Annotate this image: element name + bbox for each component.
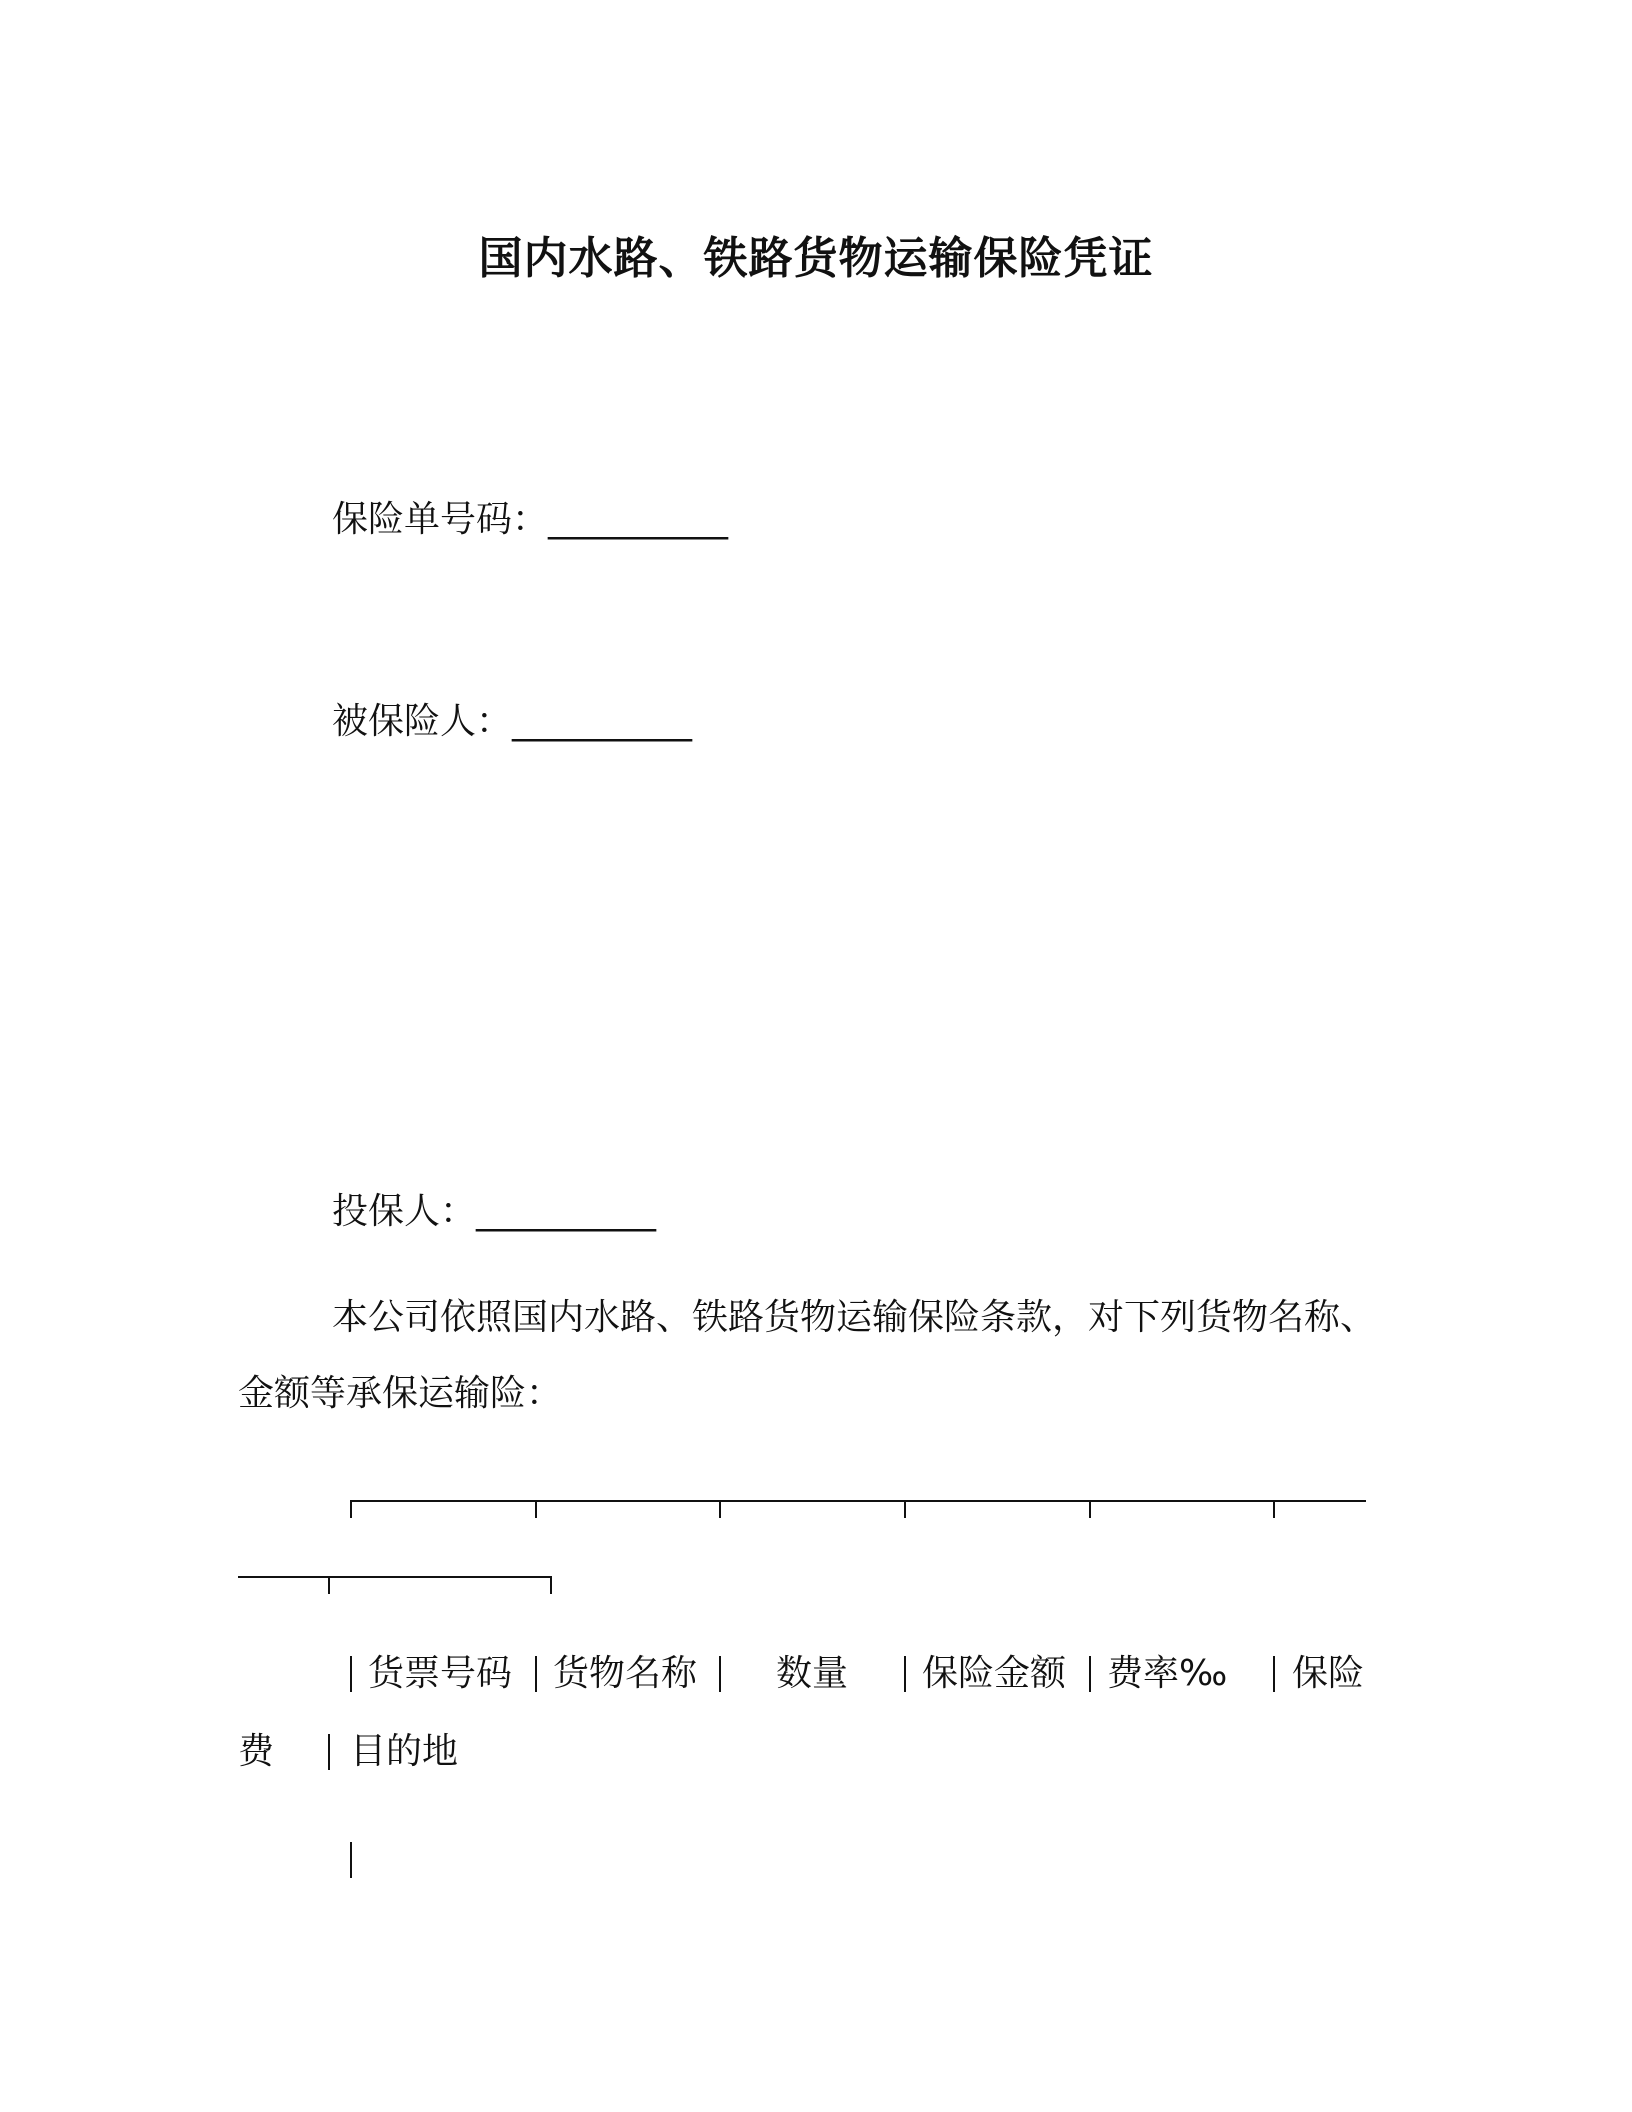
- table-separator: [535, 1656, 537, 1692]
- header-destination: 目的地: [350, 1731, 459, 1772]
- document-title: 国内水路、铁路货物运输保险凭证: [478, 233, 1154, 284]
- table-separator: [904, 1656, 906, 1692]
- applicant-row: [332, 1191, 657, 1232]
- table-tick: [1089, 1500, 1091, 1518]
- header-insured-amount: 保险金额: [922, 1653, 1067, 1694]
- policy-number-label: 保险单号码：: [332, 499, 549, 540]
- table-tick: [535, 1500, 537, 1518]
- table-tick: [904, 1500, 906, 1518]
- table-separator: [350, 1656, 352, 1692]
- clause-line-1: 本公司依照国内水路、铁路货物运输保险条款，对下列货物名称、: [332, 1297, 1377, 1338]
- policy-number-row: [332, 499, 729, 540]
- header-premium-part2: 费: [238, 1731, 275, 1772]
- insured-label: 被保险人：: [332, 701, 513, 742]
- header-premium-part1: 保险: [1292, 1653, 1365, 1694]
- clause-line-2: 金额等承保运输险：: [238, 1373, 563, 1414]
- table-second-rule: [238, 1576, 551, 1578]
- table-separator: [1273, 1656, 1275, 1692]
- table-top-rule: [350, 1500, 1366, 1502]
- policy-number-value[interactable]: __________: [548, 499, 729, 540]
- table-tick: [350, 1500, 352, 1518]
- header-goods-name: 货物名称: [553, 1653, 698, 1694]
- insured-row: [332, 701, 693, 742]
- table-separator: [1089, 1656, 1091, 1692]
- header-quantity: 数量: [776, 1653, 849, 1694]
- header-rate: 费率‰: [1107, 1653, 1228, 1694]
- table-tick: [328, 1576, 330, 1594]
- table-tick: [719, 1500, 721, 1518]
- insured-value[interactable]: __________: [512, 701, 693, 742]
- header-waybill-number: 货票号码: [368, 1653, 513, 1694]
- table-separator: [350, 1842, 352, 1878]
- table-tick: [1273, 1500, 1275, 1518]
- applicant-value[interactable]: __________: [476, 1191, 657, 1232]
- applicant-label: 投保人：: [332, 1191, 477, 1232]
- table-separator: [719, 1656, 721, 1692]
- table-separator: [328, 1734, 330, 1770]
- table-tick: [550, 1576, 552, 1594]
